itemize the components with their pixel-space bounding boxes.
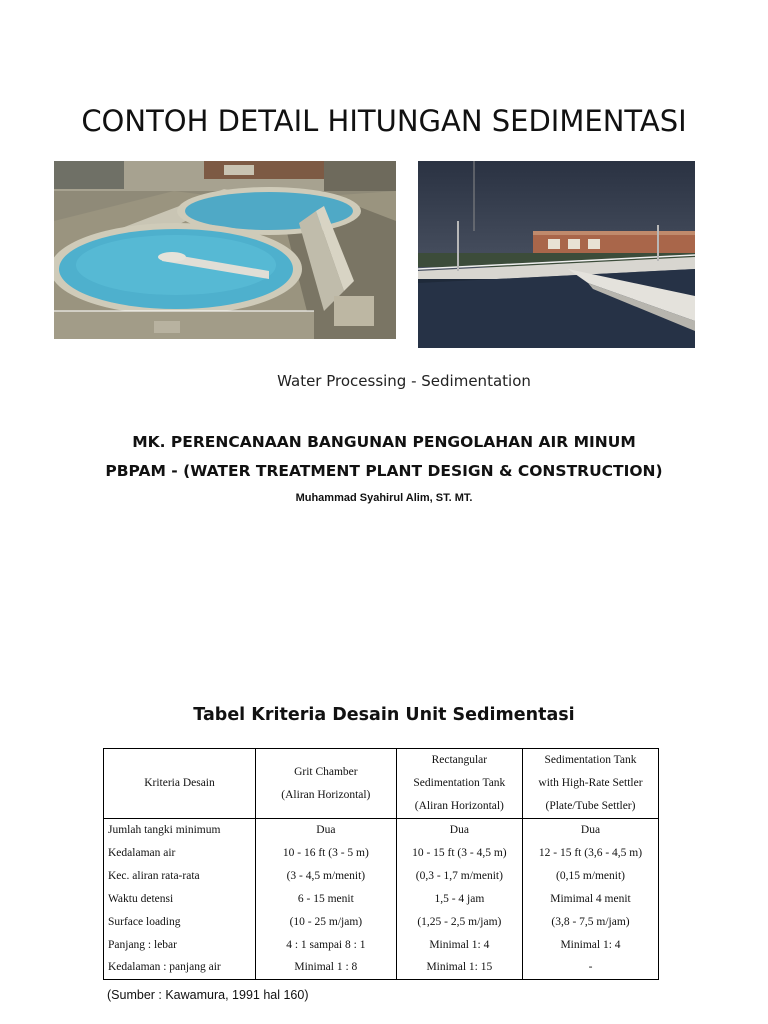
header-rectangular-tank	[396, 749, 522, 819]
page-title: CONTOH DETAIL HITUNGAN SEDIMENTASI	[81, 104, 687, 138]
table-row	[104, 934, 659, 957]
table-cell: Jumlah tangki minimum	[104, 819, 256, 842]
table-cell: Minimal 1: 4	[522, 934, 658, 957]
table-cell: Kedalaman : panjang air	[104, 956, 256, 979]
photo-rectangular-basins	[418, 161, 695, 348]
table-cell: Waktu detensi	[104, 888, 256, 911]
photo-caption: Water Processing - Sedimentation	[277, 372, 531, 390]
table-row	[104, 865, 659, 888]
table-row	[104, 888, 659, 911]
table-cell: Dua	[522, 819, 658, 842]
table-cell: 1,5 - 4 jam	[396, 888, 522, 911]
table-cell: Panjang : lebar	[104, 934, 256, 957]
table-cell: 4 : 1 sampai 8 : 1	[255, 934, 396, 957]
header-line: with High-Rate Settler	[538, 777, 643, 789]
table-header-row	[104, 749, 659, 819]
table-cell: Mimimal 4 menit	[522, 888, 658, 911]
table-cell: Dua	[255, 819, 396, 842]
header-line: (Aliran Horizontal)	[281, 788, 371, 801]
table-cell: (3,8 - 7,5 m/jam)	[522, 911, 658, 934]
table-cell: Kec. aliran rata-rata	[104, 865, 256, 888]
header-line: (Aliran Horizontal)	[414, 800, 504, 812]
course-title: MK. PERENCANAAN BANGUNAN PENGOLAHAN AIR MINUM	[132, 433, 636, 451]
header-high-rate-settler	[522, 749, 658, 819]
design-criteria-table	[103, 748, 659, 980]
table-cell: 12 - 15 ft (3,6 - 4,5 m)	[522, 842, 658, 865]
table-row	[104, 842, 659, 865]
table-row	[104, 819, 659, 842]
header-line: (Plate/Tube Settler)	[545, 800, 636, 812]
table-cell: (0,15 m/menit)	[522, 865, 658, 888]
table-cell: 10 - 15 ft (3 - 4,5 m)	[396, 842, 522, 865]
table-cell: Surface loading	[104, 911, 256, 934]
header-line: Sedimentation Tank	[413, 777, 506, 789]
table-source-note: (Sumber : Kawamura, 1991 hal 160)	[107, 988, 309, 1002]
header-line: Grit Chamber	[294, 765, 358, 778]
table-cell: (10 - 25 m/jam)	[255, 911, 396, 934]
header-line: Kriteria Desain	[144, 777, 215, 789]
table-cell: Minimal 1: 4	[396, 934, 522, 957]
course-subtitle: PBPAM - (WATER TREATMENT PLANT DESIGN & CONSTRUCTION)	[105, 462, 663, 480]
table-cell: 6 - 15 menit	[255, 888, 396, 911]
table-cell: 10 - 16 ft (3 - 5 m)	[255, 842, 396, 865]
table-cell: (0,3 - 1,7 m/menit)	[396, 865, 522, 888]
table-row	[104, 956, 659, 979]
author-name: Muhammad Syahirul Alim, ST. MT.	[295, 492, 473, 504]
table-cell: Minimal 1 : 8	[255, 956, 396, 979]
header-line: Rectangular	[431, 754, 488, 766]
header-line: Sedimentation Tank	[544, 754, 637, 766]
table-cell: Kedalaman air	[104, 842, 256, 865]
header-grit-chamber	[255, 749, 396, 819]
table-cell: (3 - 4,5 m/menit)	[255, 865, 396, 888]
table-cell: Minimal 1: 15	[396, 956, 522, 979]
table-cell: (1,25 - 2,5 m/jam)	[396, 911, 522, 934]
table-cell: -	[522, 956, 658, 979]
header-criteria	[104, 749, 256, 819]
table-row	[104, 911, 659, 934]
table-cell: Dua	[396, 819, 522, 842]
photo-circular-clarifiers	[54, 161, 396, 339]
table-title: Tabel Kriteria Desain Unit Sedimentasi	[193, 705, 575, 725]
